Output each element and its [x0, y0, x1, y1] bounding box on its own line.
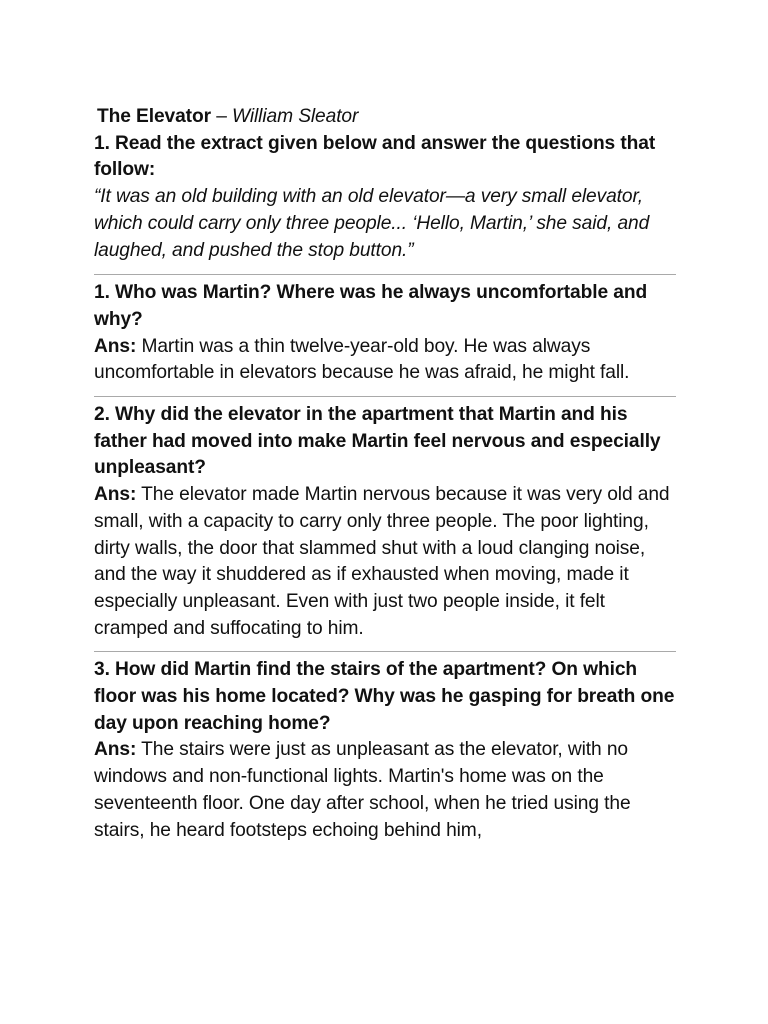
divider	[94, 274, 676, 275]
story-author: William Sleator	[232, 106, 359, 127]
answer-label: Ans:	[94, 739, 137, 761]
answer-label: Ans:	[94, 484, 137, 506]
question-block-1	[94, 280, 676, 387]
story-title: The Elevator	[97, 106, 211, 127]
answer-text	[94, 737, 676, 844]
answer-body: The stairs were just as unpleasant as the elevator, with no windows and non-functional lights. Martin's home was on the seventeenth floor. One day after school, when he tried using the stairs, he heard footsteps echoing behind him,	[94, 739, 631, 841]
question-text: 2. Why did the elevator in the apartment that Martin and his father had moved into make Martin feel nervous and especially unpleasant?	[94, 404, 661, 479]
document-page	[94, 104, 676, 844]
title-separator: –	[210, 106, 233, 127]
answer-label: Ans:	[94, 335, 137, 357]
answer-body: The elevator made Martin nervous because it was very old and small, with a capacity to carry only three people. The poor lighting, dirty walls, the door that slammed shut with a loud clanging noise, and the way it shuddered as if exhausted when moving, made it especially unpleasant. Even with just two people inside, it felt cramped and suffocating to him.	[94, 484, 670, 639]
answer-body: Martin was a thin twelve-year-old boy. He was always uncomfortable in elevators because he was afraid, he might fall.	[94, 335, 630, 384]
divider	[94, 651, 676, 652]
question-text: 1. Who was Martin? Where was he always uncomfortable and why?	[94, 282, 648, 330]
instruction-heading: 1. Read the extract given below and answer the questions that follow:	[94, 132, 656, 181]
divider	[94, 396, 676, 397]
question-text: 3. How did Martin find the stairs of the apartment? On which floor was his home located? Why was he gasping for breath one day upon reaching home?	[94, 659, 675, 734]
answer-text	[94, 482, 676, 642]
question-block-2	[94, 402, 676, 642]
document-title	[94, 104, 676, 131]
answer-text	[94, 334, 676, 387]
extract-text: “It was an old building with an old elevator—a very small elevator, which could carry only three people... ‘Hello, Martin,’ she said, and laughed, and pushed the stop button.”	[94, 186, 650, 261]
question-block-3	[94, 657, 676, 844]
